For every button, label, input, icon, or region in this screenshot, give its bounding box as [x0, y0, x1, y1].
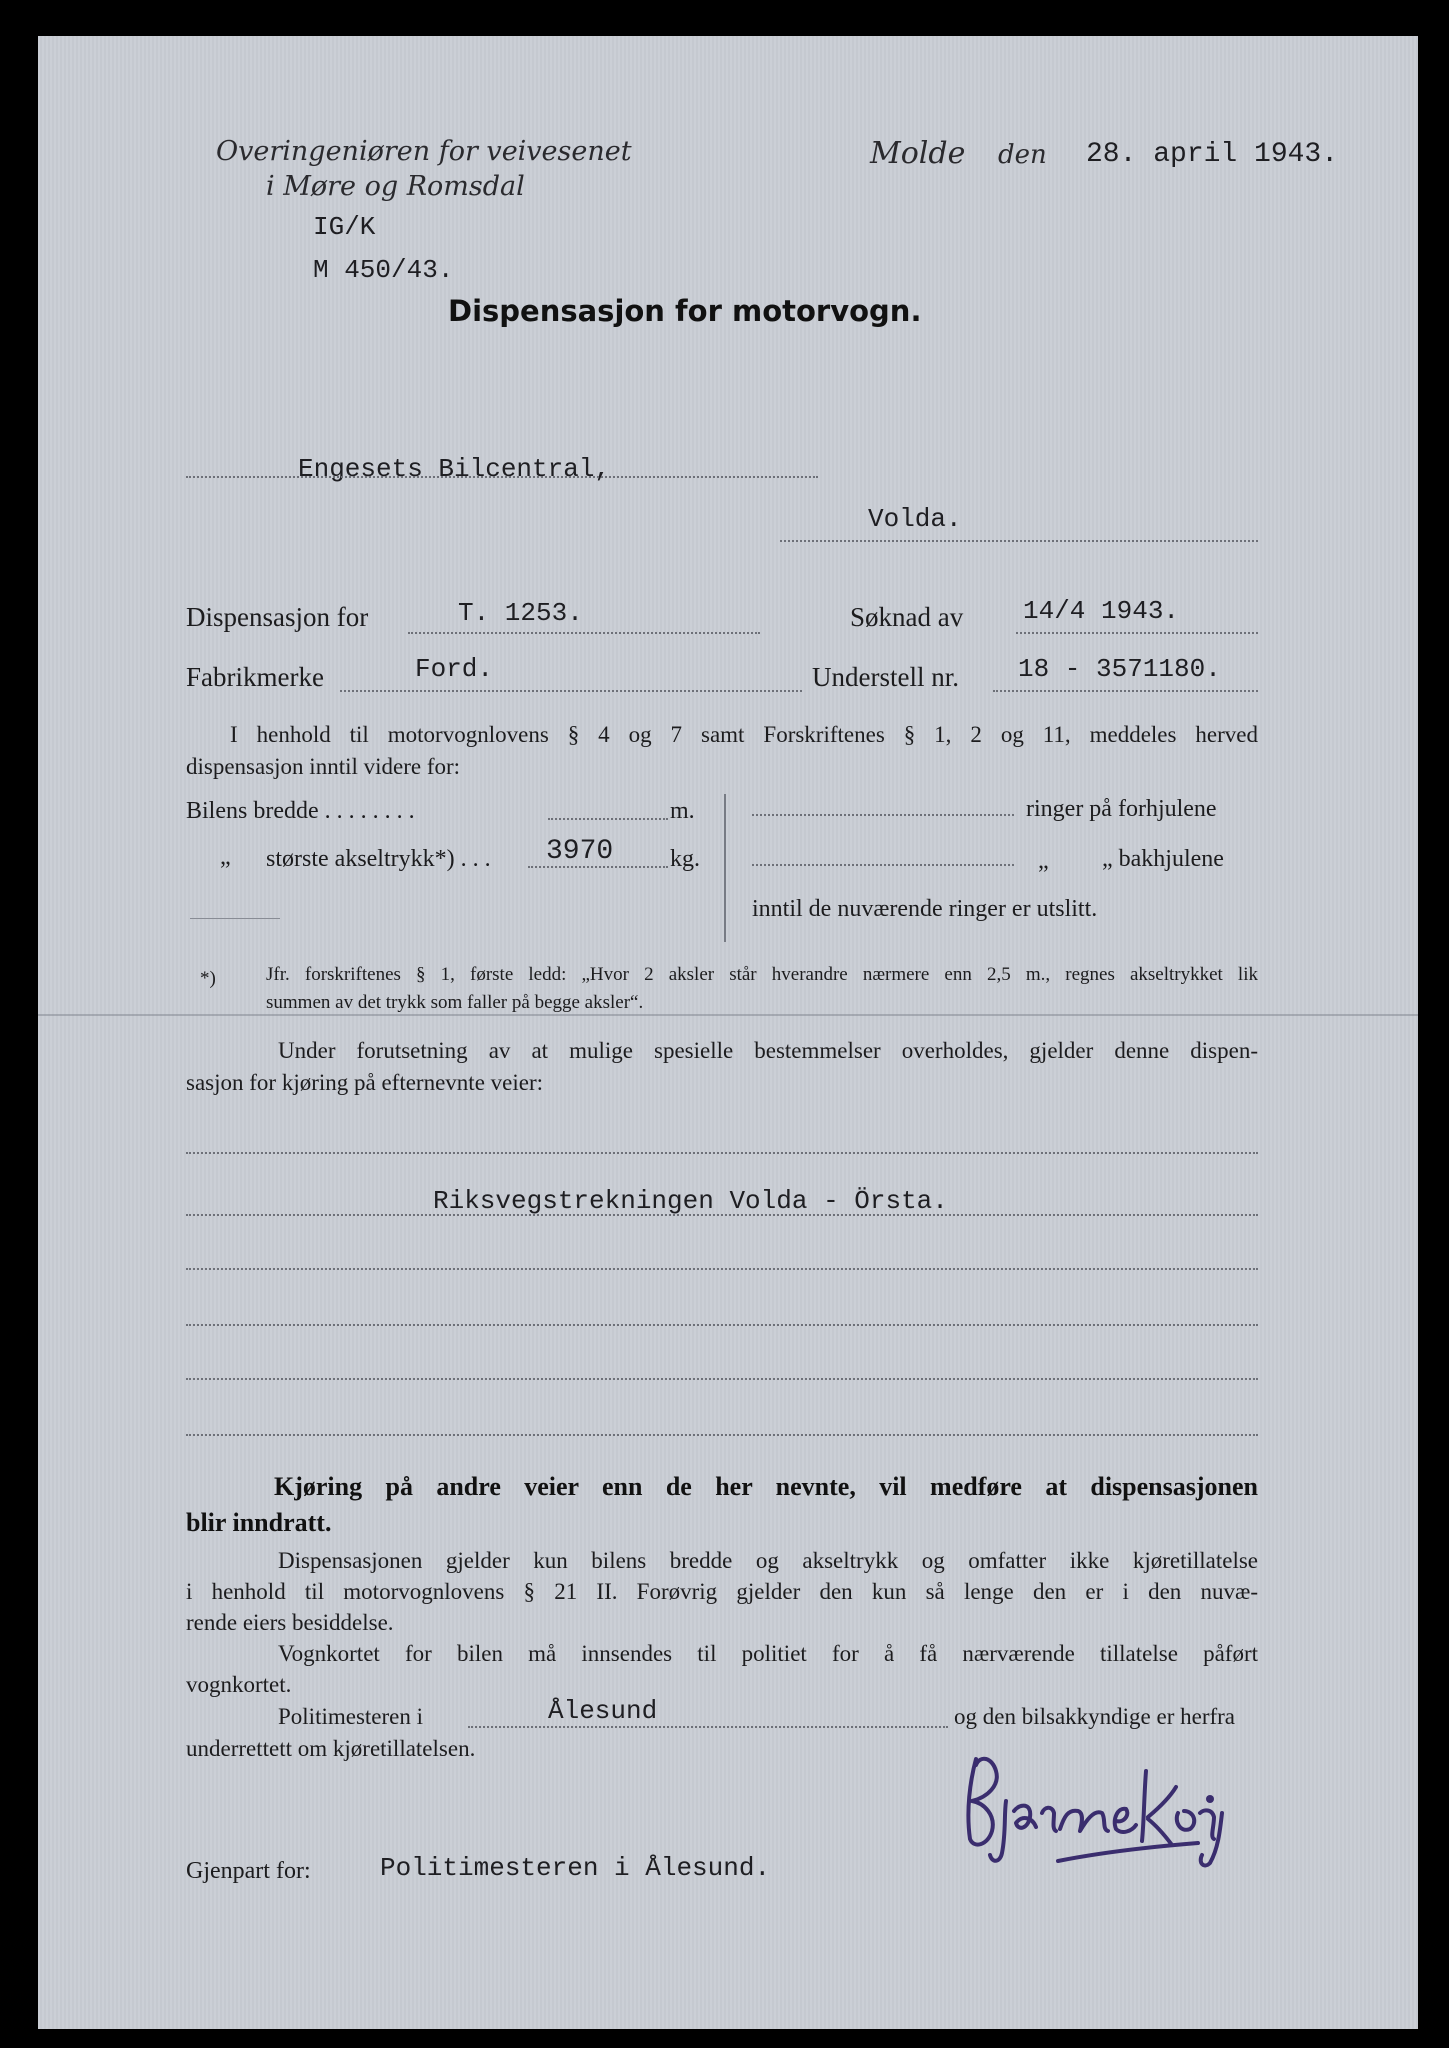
recipient-line — [186, 476, 818, 478]
understell-label: Understell nr. — [812, 662, 959, 692]
signature-drawing — [948, 1741, 1268, 1871]
road-line-2 — [186, 1214, 1258, 1216]
copy-label: Gjenpart for: — [186, 1858, 311, 1884]
ringer-forhjul: ringer på forhjulene — [1026, 796, 1217, 822]
understell-line — [993, 690, 1258, 692]
reference-code: IG/K — [313, 212, 376, 242]
footnote-line-2: summen av det trykk som faller på begge aksler“. — [266, 992, 644, 1013]
footnote-marker: *) — [200, 968, 216, 989]
town-line — [780, 540, 1258, 542]
road-line-5 — [186, 1378, 1258, 1380]
intro-line-1: I henhold til motorvognlovens § 4 og 7 samt Forskriftenes § 1, 2 og 11, meddeles herved — [230, 722, 1258, 747]
fabrikmerke-value: Ford. — [415, 654, 494, 684]
bredde-label: Bilens bredde . . . . . . . . — [186, 798, 415, 824]
bredde-unit: m. — [670, 798, 695, 824]
soknad-line — [1016, 632, 1258, 634]
ringer-utslitt: inntil de nuværende ringer er utslitt. — [752, 896, 1098, 922]
fabrikmerke-label: Fabrikmerke — [186, 662, 324, 692]
body-p1-line-3: rende eiers besiddelse. — [186, 1610, 394, 1635]
document-title: Dispensasjon for motorvogn. — [448, 294, 922, 328]
date-value: 28. april 1943. — [1086, 139, 1339, 170]
road-line-1 — [186, 1152, 1258, 1154]
paper-fold — [38, 1014, 1418, 1016]
aksel-unit: kg. — [670, 846, 700, 872]
warning-line-1: Kjøring på andre veier enn de her nevnte, vil medføre at dispensasjonen — [274, 1472, 1258, 1501]
dispensasjon-value: T. 1253. — [458, 598, 583, 628]
politimester-line — [468, 1726, 948, 1728]
road-line-3 — [186, 1268, 1258, 1270]
body-p2-line-2: vognkortet. — [186, 1672, 292, 1697]
road-line-4 — [186, 1324, 1258, 1326]
issuer-line-1: Overingeniøren for veivesenet — [216, 136, 632, 167]
issuer-line-2: i Møre og Romsdal — [266, 171, 525, 202]
recipient-town: Volda. — [868, 504, 962, 534]
bakhjul-line — [752, 864, 1014, 866]
road-line-6 — [186, 1434, 1258, 1436]
place-name: Molde — [870, 136, 966, 171]
footnote-rule — [190, 918, 280, 919]
date-word: den — [998, 140, 1047, 170]
politimester-label: Politimesteren i — [278, 1704, 424, 1729]
aksel-quote: „ — [220, 844, 231, 870]
dispensasjon-label: Dispensasjon for — [186, 602, 369, 632]
body-p1-line-2: i henhold til motorvognlovens § 21 II. Forøvrig gjelder den kun så lenge den er i den nuvæ- — [186, 1579, 1258, 1604]
roads-line-2: sasjon for kjøring på efternevnte veier: — [186, 1070, 544, 1095]
recipient-name: Engesets Bilcentral, — [298, 454, 611, 484]
fabrikmerke-line — [340, 690, 802, 692]
body-p2-line-1: Vognkortet for bilen må innsendes til politiet for å få nærværende tillatelse påført — [278, 1641, 1258, 1666]
politimester-rest: og den bilsakkyndige er herfra — [954, 1704, 1236, 1729]
ringer-bakhjul: „ bakhjulene — [1102, 846, 1224, 872]
column-divider — [724, 794, 726, 942]
intro-line-2: dispensasjon inntil videre for: — [186, 754, 461, 779]
dispensasjon-line — [408, 632, 760, 634]
footnote-line-1: Jfr. forskriftenes § 1, første ledd: „Hvor 2 aksler står hverandre nærmere enn 2,5 m., regnes akseltrykket lik — [266, 964, 1258, 985]
roads-line-1: Under forutsetning av at mulige spesielle bestemmelser overholdes, gjelder denne dispen- — [278, 1038, 1258, 1063]
warning-line-2: blir inndratt. — [186, 1508, 332, 1537]
body-p1-line-1: Dispensasjonen gjelder kun bilens bredde og akseltrykk og omfatter ikke kjøretillatelse — [278, 1548, 1258, 1573]
handwritten-signature — [948, 1741, 1268, 1876]
soknad-label: Søknad av — [850, 602, 964, 632]
document-sheet — [38, 36, 1418, 2029]
road-route: Riksvegstrekningen Volda - Örsta. — [433, 1186, 948, 1216]
aksel-line — [528, 866, 668, 868]
forhjul-line — [752, 814, 1014, 816]
soknad-value: 14/4 1943. — [1023, 596, 1180, 626]
copy-value: Politimesteren i Ålesund. — [380, 1853, 771, 1883]
aksel-label: største akseltrykk*) . . . — [266, 846, 491, 872]
body-p3-line-2: underrettett om kjøretillatelsen. — [186, 1736, 476, 1761]
politimester-value: Ålesund — [548, 1696, 658, 1726]
bakhjul-quote: „ — [1038, 848, 1049, 874]
bredde-line — [548, 818, 668, 820]
aksel-value: 3970 — [546, 836, 614, 867]
understell-value: 18 - 3571180. — [1018, 654, 1221, 684]
reference-number: M 450/43. — [313, 255, 454, 285]
